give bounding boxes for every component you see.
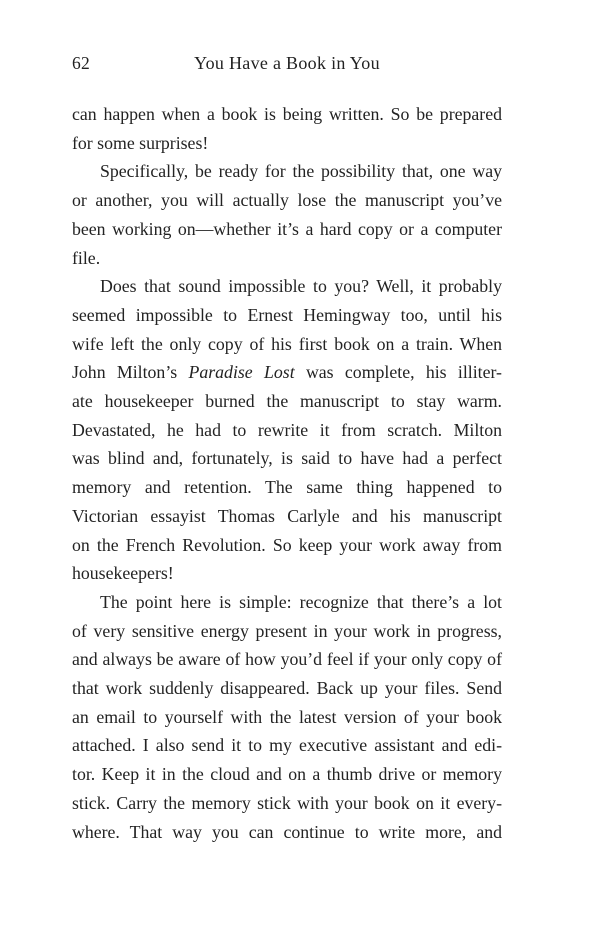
page-header	[72, 52, 502, 76]
text-line: memory and retention. The same thing happened to	[72, 477, 502, 498]
text-line: and always be aware of how you’d feel if your only copy of	[72, 649, 502, 670]
text-line: Victorian essayist Thomas Carlyle and his manuscript	[72, 505, 502, 526]
text-line: that work suddenly disappeared. Back up your files. Send	[72, 678, 502, 699]
paragraph	[72, 272, 502, 588]
text-line: tor. Keep it in the cloud and on a thumb drive or memory	[72, 764, 502, 785]
text-line: can happen when a book is being written. So be prepared	[72, 104, 502, 124]
paragraph	[72, 100, 502, 157]
text-line: wife left the only copy of his first book on a train. When	[72, 333, 502, 354]
text-line: John Milton’s Paradise Lost was complete, his illiter-	[72, 362, 502, 383]
text-line: seemed impossible to Ernest Hemingway too, until his	[72, 304, 502, 325]
text-line: file.	[72, 247, 101, 268]
paragraph	[72, 157, 502, 272]
text-line: ate housekeeper burned the manuscript to stay warm.	[72, 391, 502, 412]
text-line: Does that sound impossible to you? Well, it probably	[100, 276, 502, 297]
text-line: of very sensitive energy present in your work in progress,	[72, 620, 502, 641]
text-line: or another, you will actually lose the manuscript you’ve	[72, 190, 502, 211]
text-line: where. That way you can continue to write more, and	[72, 821, 502, 842]
text-line: The point here is simple: recognize that there’s a lot	[100, 591, 502, 612]
text-line: was blind and, fortunately, is said to have had a perfect	[72, 448, 502, 469]
text-line: housekeepers!	[72, 563, 174, 584]
text-line: Devastated, he had to rewrite it from scratch. Milton	[72, 419, 502, 440]
text-line: been working on—whether it’s a hard copy or a computer	[72, 218, 502, 239]
text-line: stick. Carry the memory stick with your book on it every-	[72, 792, 502, 813]
page-number: 62	[72, 53, 91, 73]
running-head: You Have a Book in You	[194, 53, 380, 73]
body-text	[72, 100, 502, 846]
text-line: on the French Revolution. So keep your work away from	[72, 534, 502, 555]
italic-book-title: Paradise Lost	[188, 362, 295, 383]
text-line: attached. I also send it to my executive assistant and edi-	[72, 735, 502, 756]
text-line: Specifically, be ready for the possibility that, one way	[100, 161, 502, 182]
paragraph	[72, 588, 502, 846]
text-line: for some surprises!	[72, 132, 209, 153]
text-line: an email to yourself with the latest version of your book	[72, 706, 502, 727]
